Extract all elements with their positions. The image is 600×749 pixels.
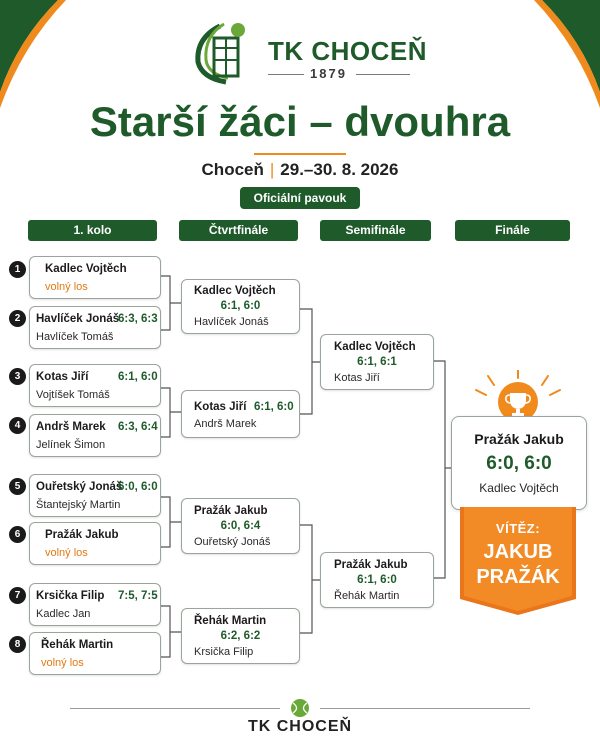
founded-year: 1879 — [310, 66, 347, 81]
winner-name: Pražák Jakub — [194, 505, 268, 517]
match-box-r1-7[interactable] — [29, 583, 161, 626]
separator: | — [269, 160, 275, 179]
match-box-sf-1[interactable] — [320, 334, 434, 390]
round-header-1: 1. kolo — [28, 220, 157, 241]
loser-name: Krsička Filip — [194, 646, 254, 658]
champion-first-name: JAKUB — [483, 541, 553, 563]
opponent-name: Kadlec Jan — [36, 608, 91, 620]
bye-label: volný los — [41, 657, 84, 669]
player-name: Krsička Filip — [36, 590, 105, 602]
match-box-qf-2[interactable] — [181, 390, 300, 438]
final-match-box[interactable] — [451, 416, 587, 510]
match-score: 6:1, 6:0 — [254, 401, 294, 413]
seed-number: 5 — [9, 478, 26, 495]
match-box-qf-4[interactable] — [181, 608, 300, 664]
opponent-name: Havlíček Tomáš — [36, 331, 114, 343]
tennis-ball-icon — [290, 698, 310, 718]
match-score: 6:0, 6:4 — [220, 520, 261, 532]
opponent-name: Štantejský Martin — [36, 499, 121, 511]
final-score: 6:0, 6:0 — [486, 453, 552, 474]
seed-number: 1 — [9, 261, 26, 278]
loser-name: Havlíček Jonáš — [194, 316, 269, 328]
player-name: Havlíček Jonáš — [36, 313, 120, 325]
opponent-name: Vojtíšek Tomáš — [36, 389, 110, 401]
champion-last-name: PRAŽÁK — [476, 566, 560, 588]
event-dates: 29.–30. 8. 2026 — [280, 160, 399, 179]
seed-number: 8 — [9, 636, 26, 653]
loser-name: Řehák Martin — [334, 590, 400, 602]
match-score: 6:3, 6:3 — [118, 313, 158, 325]
match-score: 6:1, 6:0 — [220, 300, 261, 312]
seed-number: 2 — [9, 310, 26, 327]
match-box-r1-3[interactable] — [29, 364, 161, 407]
round-header-final: Finále — [455, 220, 570, 241]
winner-name: Kotas Jiří — [194, 401, 247, 413]
match-score: 6:1, 6:0 — [357, 574, 397, 586]
player-name: Andrš Marek — [36, 421, 106, 433]
match-score: 6:1, 6:1 — [357, 356, 397, 368]
final-winner-name: Pražák Jakub — [474, 431, 564, 447]
seed-number: 4 — [9, 417, 26, 434]
round-header-sf: Semifinále — [320, 220, 431, 241]
winner-label: VÍTĚZ: — [495, 521, 541, 536]
match-box-qf-1[interactable] — [181, 279, 300, 334]
loser-name: Ouřetský Jonáš — [194, 536, 271, 548]
match-box-qf-3[interactable] — [181, 498, 300, 554]
match-score: 7:5, 7:5 — [118, 590, 158, 602]
club-name: TK CHOCEŇ — [268, 36, 428, 66]
match-box-sf-2[interactable] — [320, 552, 434, 608]
official-badge: Oficiální pavouk — [240, 187, 360, 209]
match-score: 6:2, 6:2 — [220, 630, 261, 642]
player-name: Ouřetský Jonáš — [36, 481, 123, 493]
bye-label: volný los — [45, 547, 88, 559]
winner-name: Kadlec Vojtěch — [334, 341, 416, 353]
divider — [70, 708, 280, 709]
winner-name: Kadlec Vojtěch — [194, 285, 276, 297]
opponent-name: Jelínek Šimon — [36, 439, 106, 451]
seed-number: 3 — [9, 368, 26, 385]
divider — [320, 708, 530, 709]
player-name: Kotas Jiří — [36, 371, 89, 383]
loser-name: Kotas Jiří — [334, 372, 380, 384]
page-title: Starší žáci – dvouhra — [89, 98, 511, 145]
event-location: Choceň — [201, 160, 264, 179]
winner-name: Řehák Martin — [194, 615, 267, 627]
footer-club-name: TK CHOCEŇ — [247, 718, 353, 735]
match-score: 6:1, 6:0 — [118, 371, 158, 383]
bye-label: volný los — [45, 281, 88, 293]
match-box-r1-8[interactable] — [29, 632, 161, 675]
match-box-r1-1[interactable] — [29, 256, 161, 299]
seed-number: 7 — [9, 587, 26, 604]
match-box-r1-6[interactable] — [29, 522, 161, 565]
round-header-qf: Čtvrtfinále — [179, 220, 298, 241]
player-name: Řehák Martin — [41, 639, 114, 651]
final-loser-name: Kadlec Vojtěch — [479, 481, 559, 495]
winner-name: Pražák Jakub — [334, 559, 408, 571]
match-box-r1-4[interactable] — [29, 414, 161, 457]
player-name: Kadlec Vojtěch — [45, 263, 127, 275]
match-box-r1-5[interactable] — [29, 474, 161, 517]
seed-number: 6 — [9, 526, 26, 543]
match-score: 6:0, 6:0 — [118, 481, 158, 493]
match-score: 6:3, 6:4 — [118, 421, 158, 433]
loser-name: Andrš Marek — [194, 418, 257, 430]
player-name: Pražák Jakub — [45, 529, 119, 541]
match-box-r1-2[interactable] — [29, 306, 161, 349]
